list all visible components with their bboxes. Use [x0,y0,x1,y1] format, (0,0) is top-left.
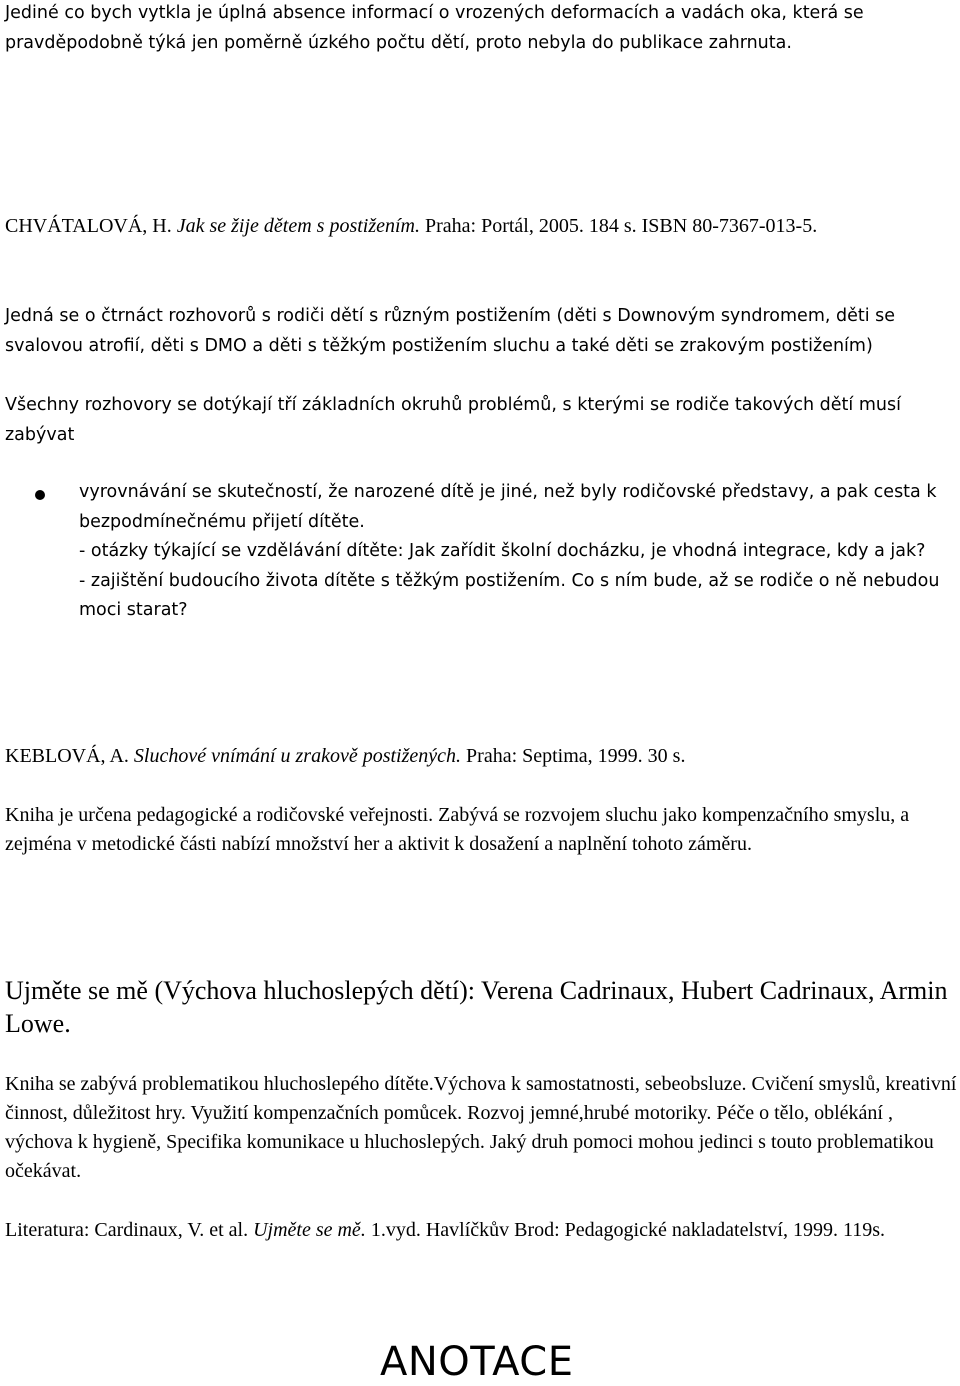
citation-publication: Praha: Septima, 1999. 30 s. [466,745,686,767]
literature-title: Ujměte se mě. [253,1219,366,1241]
book-heading-ujmete: Ujměte se mě (Výchova hluchoslepých dětí): Verena Cadrinaux, Hubert Cadrinaux, Armin Lowe. [5,976,948,1038]
citation-author: CHVÁTALOVÁ, H. [5,215,172,237]
bullet-dot [35,490,45,500]
citation-author: KEBLOVÁ, A. [5,745,129,767]
citation-title: Sluchové vnímání u zrakově postižených. [133,745,462,767]
list-item: - otázky týkající se vzdělávání dítěte: Jak zařídit školní docházku, je vhodná integrace, kdy a jak? [79,541,926,561]
summary-chvatalova: Jedná se o čtrnáct rozhovorů s rodiči dětí s různým postižením (děti s Downovým syndromem, děti se svalovou atrofií, děti s DMO a děti s těžkým postižením sluchu a také děti se zrakovým postižením) [5,306,896,356]
list-item: vyrovnávání se skutečností, že narozené dítě je jiné, než byly rodičovské představy, a pak cesta k bezpodmínečnému přijetí dítěte. [79,482,937,532]
literature-label: Literatura: Cardinaux, V. et al. [5,1219,249,1241]
citation-keblova [5,742,957,771]
summary-keblova: Kniha je určena pedagogické a rodičovské veřejnosti. Zabývá se rozvojem sluchu jako kompenzačního smyslu, a zejména v metodické části nabízí množství her a aktivit k dosažení a naplnění tohoto záměru. [5,804,910,855]
citation-chvatalova [5,212,957,241]
literature-citation [5,1216,957,1245]
intro-paragraph: Jediné co bych vytkla je úplná absence informací o vrozených deformacích a vadách oka, která se pravděpodobně týká jen poměrně úzkého počtu dětí, proto nebyla do publikace zahrnuta. [5,3,864,53]
citation-publication: Praha: Portál, 2005. 184 s. ISBN 80-7367-013-5. [425,215,818,237]
topics-list [79,478,959,626]
summary-chvatalova-lead: Všechny rozhovory se dotýkají tří základních okruhů problémů, s kterými se rodiče takových dětí musí zabývat [5,395,901,445]
section-heading-anotace: ANOTACE [380,1339,574,1385]
list-item: - zajištění budoucího života dítěte s těžkým postižením. Co s ním bude, až se rodiče o ně nebudou moci starat? [79,570,940,620]
summary-ujmete: Kniha se zabývá problematikou hluchoslepého dítěte.Výchova k samostatnosti, sebeobsluze. Cvičení smyslů, kreativní činnost, důležitost hry. Využití kompenzačních pomůcek. Rozvoj jemné,hrubé motoriky. Péče o tělo, oblékání , výchova k hygieně, Specifika komunikace u hluchoslepých. Jaký druh pomoci mohou jedinci s touto problematikou očekávat. [5,1073,957,1182]
citation-title: Jak se žije dětem s postižením. [176,215,420,237]
literature-details: 1.vyd. Havlíčkův Brod: Pedagogické nakladatelství, 1999. 119s. [370,1219,885,1241]
